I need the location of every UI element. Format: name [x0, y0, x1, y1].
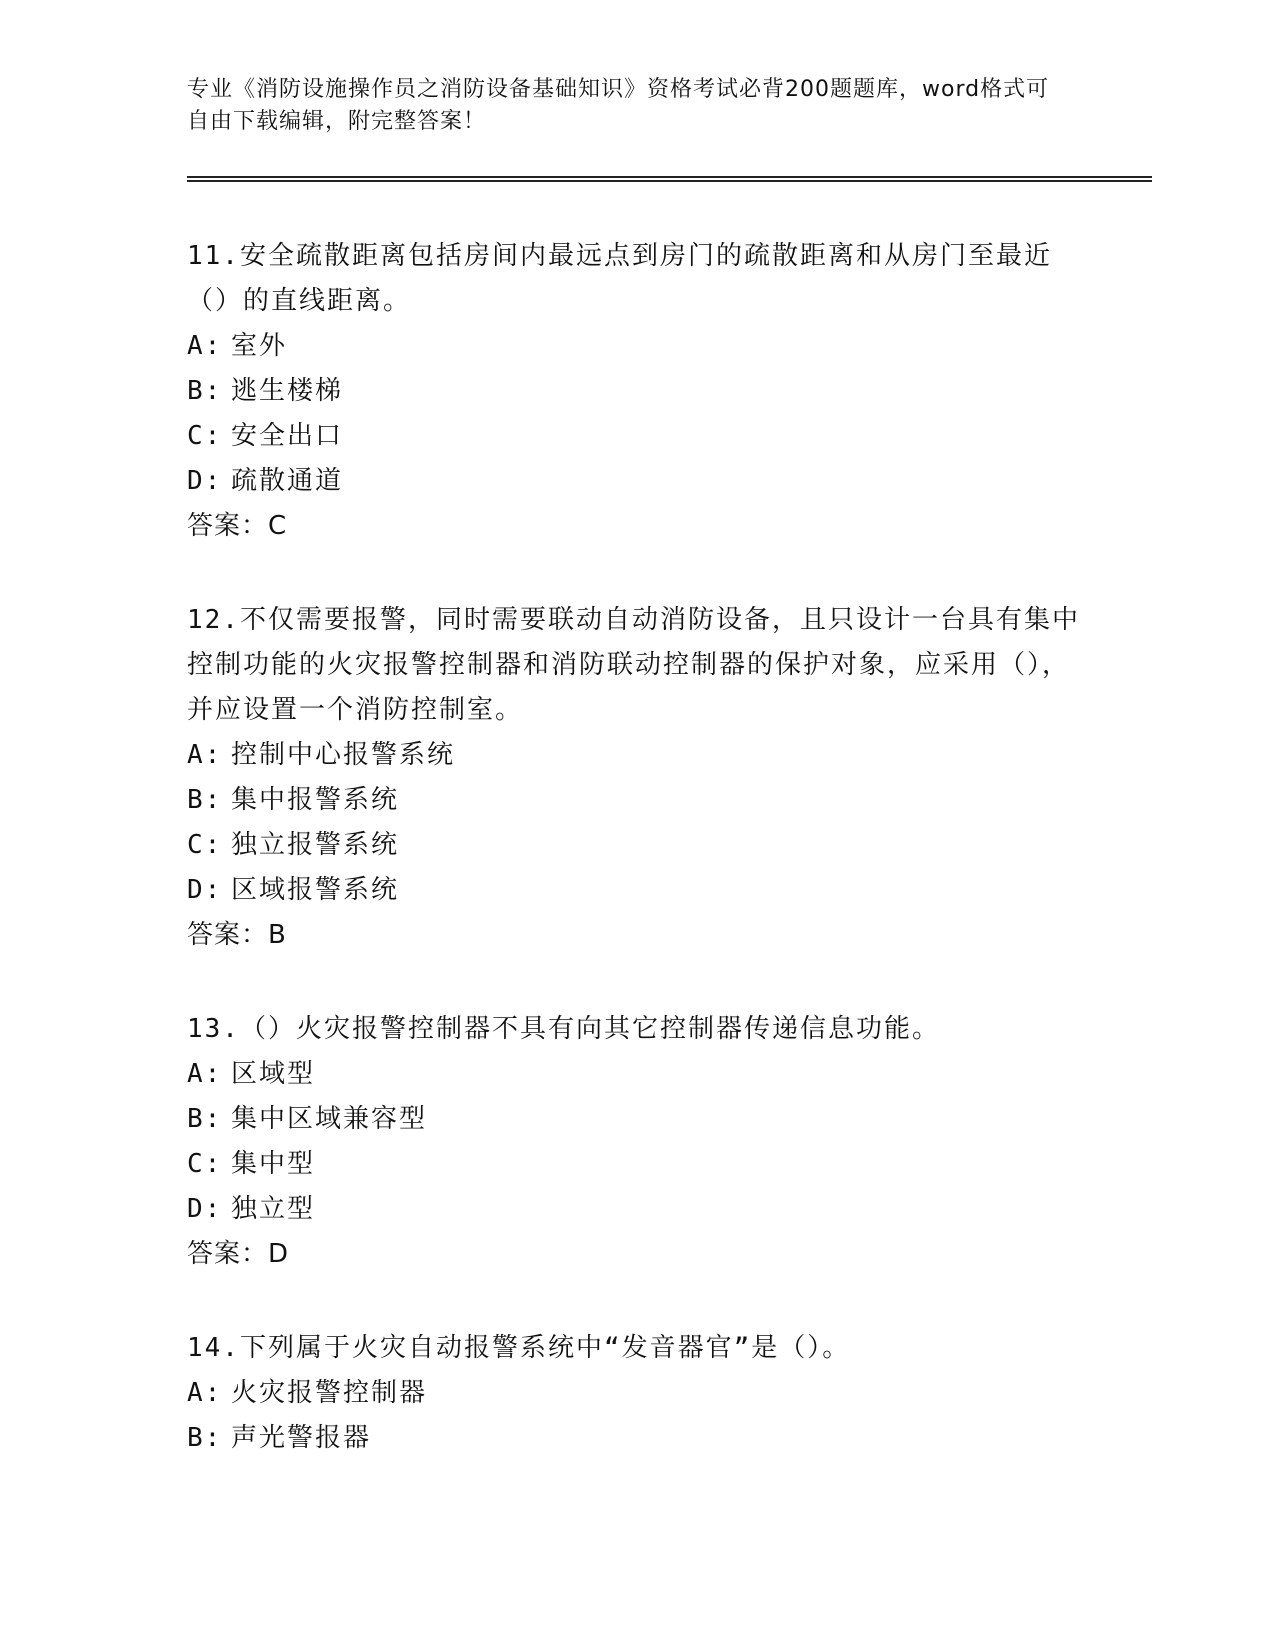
option-text: 独立报警系统	[231, 830, 400, 860]
question-stem: 12.不仅需要报警，同时需要联动自动消防设备，且只设计一台具有集中控制功能的火灾报警控制器和消防联动控制器的保护对象，应采用（），并应设置一个消防控制室。	[187, 605, 1080, 725]
option-text: 声光警报器	[231, 1423, 372, 1453]
option-text: 逃生楼梯	[231, 376, 344, 406]
option-text: 火灾报警控制器	[231, 1378, 428, 1408]
option-text: 独立型	[231, 1194, 316, 1224]
option-text: 区域型	[231, 1059, 316, 1089]
option-key: C:	[187, 830, 223, 860]
option-c	[187, 1142, 1087, 1187]
option-c	[187, 823, 1087, 868]
answer-line: 答案：D	[187, 1239, 290, 1269]
option-key: B:	[187, 1104, 223, 1134]
option-b	[187, 1097, 1087, 1142]
option-key: C:	[187, 421, 223, 451]
question-11	[187, 234, 1087, 549]
option-key: B:	[187, 785, 223, 815]
option-b	[187, 369, 1087, 414]
question-stem: 11.安全疏散距离包括房间内最远点到房门的疏散距离和从房门至最近（）的直线距离。	[187, 241, 1052, 316]
option-text: 安全出口	[231, 421, 344, 451]
option-text: 区域报警系统	[231, 875, 400, 905]
option-d	[187, 1187, 1087, 1232]
document-intro: 专业《消防设施操作员之消防设备基础知识》资格考试必背200题题库，word格式可自由下载编辑，附完整答案！	[187, 77, 1050, 134]
option-text: 控制中心报警系统	[231, 740, 456, 770]
option-text: 集中型	[231, 1149, 316, 1179]
option-b	[187, 778, 1087, 823]
option-key: D:	[187, 1194, 223, 1224]
option-key: B:	[187, 376, 223, 406]
option-d	[187, 459, 1087, 504]
question-14	[187, 1326, 1087, 1461]
question-12	[187, 598, 1087, 958]
header-divider	[187, 176, 1152, 182]
option-text: 疏散通道	[231, 466, 344, 496]
option-key: D:	[187, 875, 223, 905]
option-key: A:	[187, 740, 223, 770]
option-a	[187, 1371, 1087, 1416]
question-list	[187, 234, 1087, 1510]
option-key: A:	[187, 331, 223, 361]
option-text: 集中区域兼容型	[231, 1104, 428, 1134]
question-13	[187, 1007, 1087, 1277]
option-a	[187, 324, 1087, 369]
question-stem: 14.下列属于火灾自动报警系统中“发音器官”是（）。	[187, 1333, 851, 1363]
option-key: A:	[187, 1378, 223, 1408]
answer-line: 答案：B	[187, 920, 287, 950]
option-key: D:	[187, 466, 223, 496]
option-text: 集中报警系统	[231, 785, 400, 815]
option-b	[187, 1416, 1087, 1461]
option-key: C:	[187, 1149, 223, 1179]
option-text: 室外	[231, 331, 288, 361]
question-stem: 13.（）火灾报警控制器不具有向其它控制器传递信息功能。	[187, 1014, 940, 1044]
answer-line: 答案：C	[187, 511, 288, 541]
option-a	[187, 1052, 1087, 1097]
option-a	[187, 733, 1087, 778]
option-d	[187, 868, 1087, 913]
option-key: A:	[187, 1059, 223, 1089]
option-c	[187, 414, 1087, 459]
option-key: B:	[187, 1423, 223, 1453]
